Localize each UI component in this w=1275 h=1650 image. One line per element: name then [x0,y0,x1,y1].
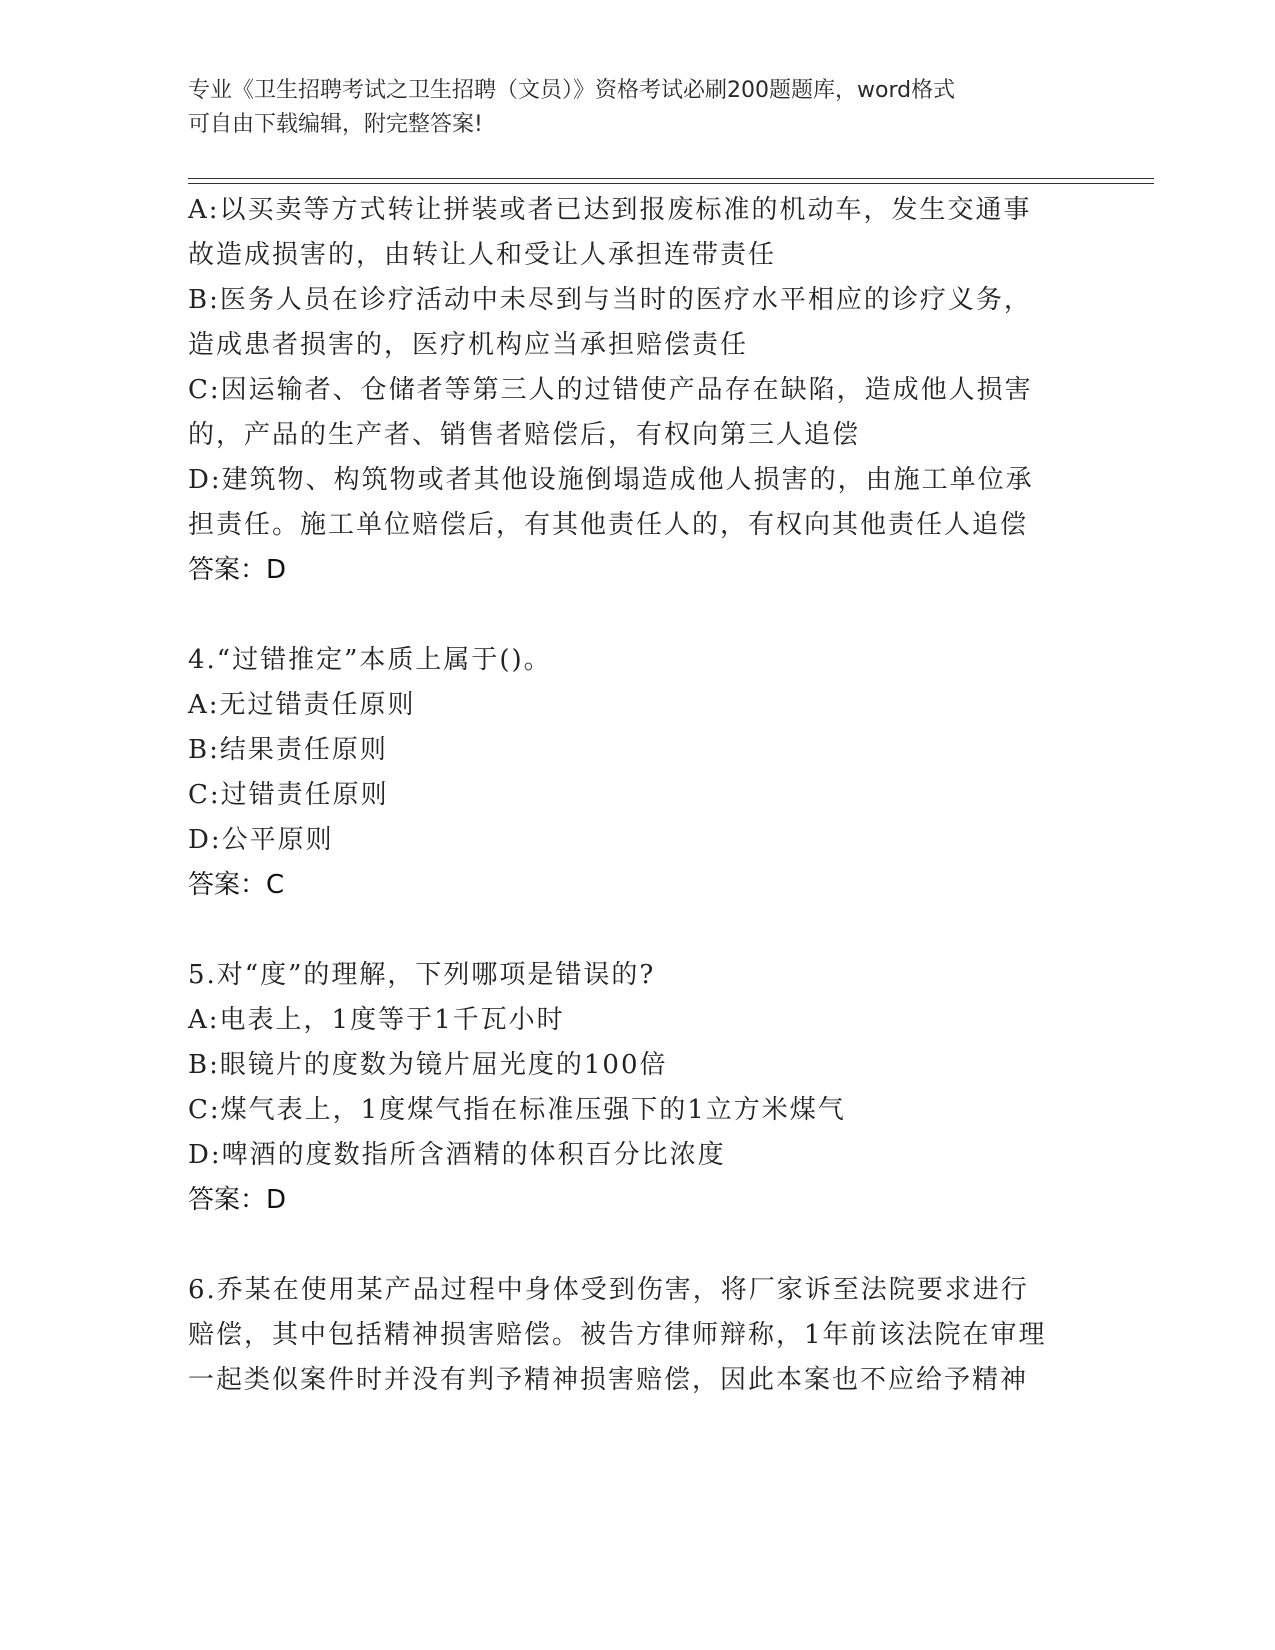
q4-option-b: B:结果责任原则 [188,735,388,765]
header-rule-bottom [188,183,1154,184]
q3-option-c-line-2: 的，产品的生产者、销售者赔偿后，有权向第三人追偿 [188,420,861,450]
q5-option-c: C:煤气表上，1度煤气指在标准压强下的1立方米煤气 [188,1095,846,1125]
q4-option-a: A:无过错责任原则 [188,690,416,720]
q3-option-a-line-2: 故造成损害的，由转让人和受让人承担连带责任 [188,240,777,270]
q4-option-c: C:过错责任原则 [188,780,389,810]
q5-option-d: D:啤酒的度数指所含酒精的体积百分比浓度 [188,1140,726,1170]
q5-option-a: A:电表上，1度等于1千瓦小时 [188,1005,565,1035]
q6-line-1: 6.乔某在使用某产品过程中身体受到伤害，将厂家诉至法院要求进行 [188,1275,1029,1305]
spacer [188,1223,1088,1268]
q6-line-3: 一起类似案件时并没有判予精神损害赔偿，因此本案也不应给予精神 [188,1365,1029,1395]
header-rule-top [188,178,1154,179]
q5-option-b: B:眼镜片的度数为镜片屈光度的100倍 [188,1050,668,1080]
q3-option-d-line-1: D:建筑物、构筑物或者其他设施倒塌造成他人损害的，由施工单位承 [188,465,1034,495]
q3-option-c-line-1: C:因运输者、仓储者等第三人的过错使产品存在缺陷，造成他人损害 [188,375,1033,405]
question-6-block [188,1268,1088,1403]
question-5-block [188,953,1088,1223]
q3-option-d-line-2: 担责任。施工单位赔偿后，有其他责任人的，有权向其他责任人追偿 [188,510,1029,540]
q3-option-b-line-1: B:医务人员在诊疗活动中未尽到与当时的医疗水平相应的诊疗义务， [188,285,1032,315]
q6-line-2: 赔偿，其中包括精神损害赔偿。被告方律师辩称，1年前该法院在审理 [188,1320,1047,1350]
q4-answer: 答案：C [188,870,285,900]
q4-question: 4.“过错推定”本质上属于()。 [188,645,552,675]
q5-answer: 答案：D [188,1185,287,1215]
spacer [188,908,1088,953]
question-3-block [188,188,1088,593]
document-header [188,74,1088,142]
q5-question: 5.对“度”的理解，下列哪项是错误的? [188,960,656,990]
question-4-block [188,638,1088,908]
header-line-1: 专业《卫生招聘考试之卫生招聘（文员）》资格考试必刷200题题库，word格式 [188,78,956,103]
q3-answer: 答案：D [188,555,287,585]
q4-option-d: D:公平原则 [188,825,334,855]
spacer [188,593,1088,638]
q3-option-a-line-1: A:以买卖等方式转让拼装或者已达到报废标准的机动车，发生交通事 [188,195,1032,225]
q3-option-b-line-2: 造成患者损害的，医疗机构应当承担赔偿责任 [188,330,749,360]
header-line-2: 可自由下载编辑，附完整答案! [188,112,483,137]
document-body [188,188,1088,1403]
